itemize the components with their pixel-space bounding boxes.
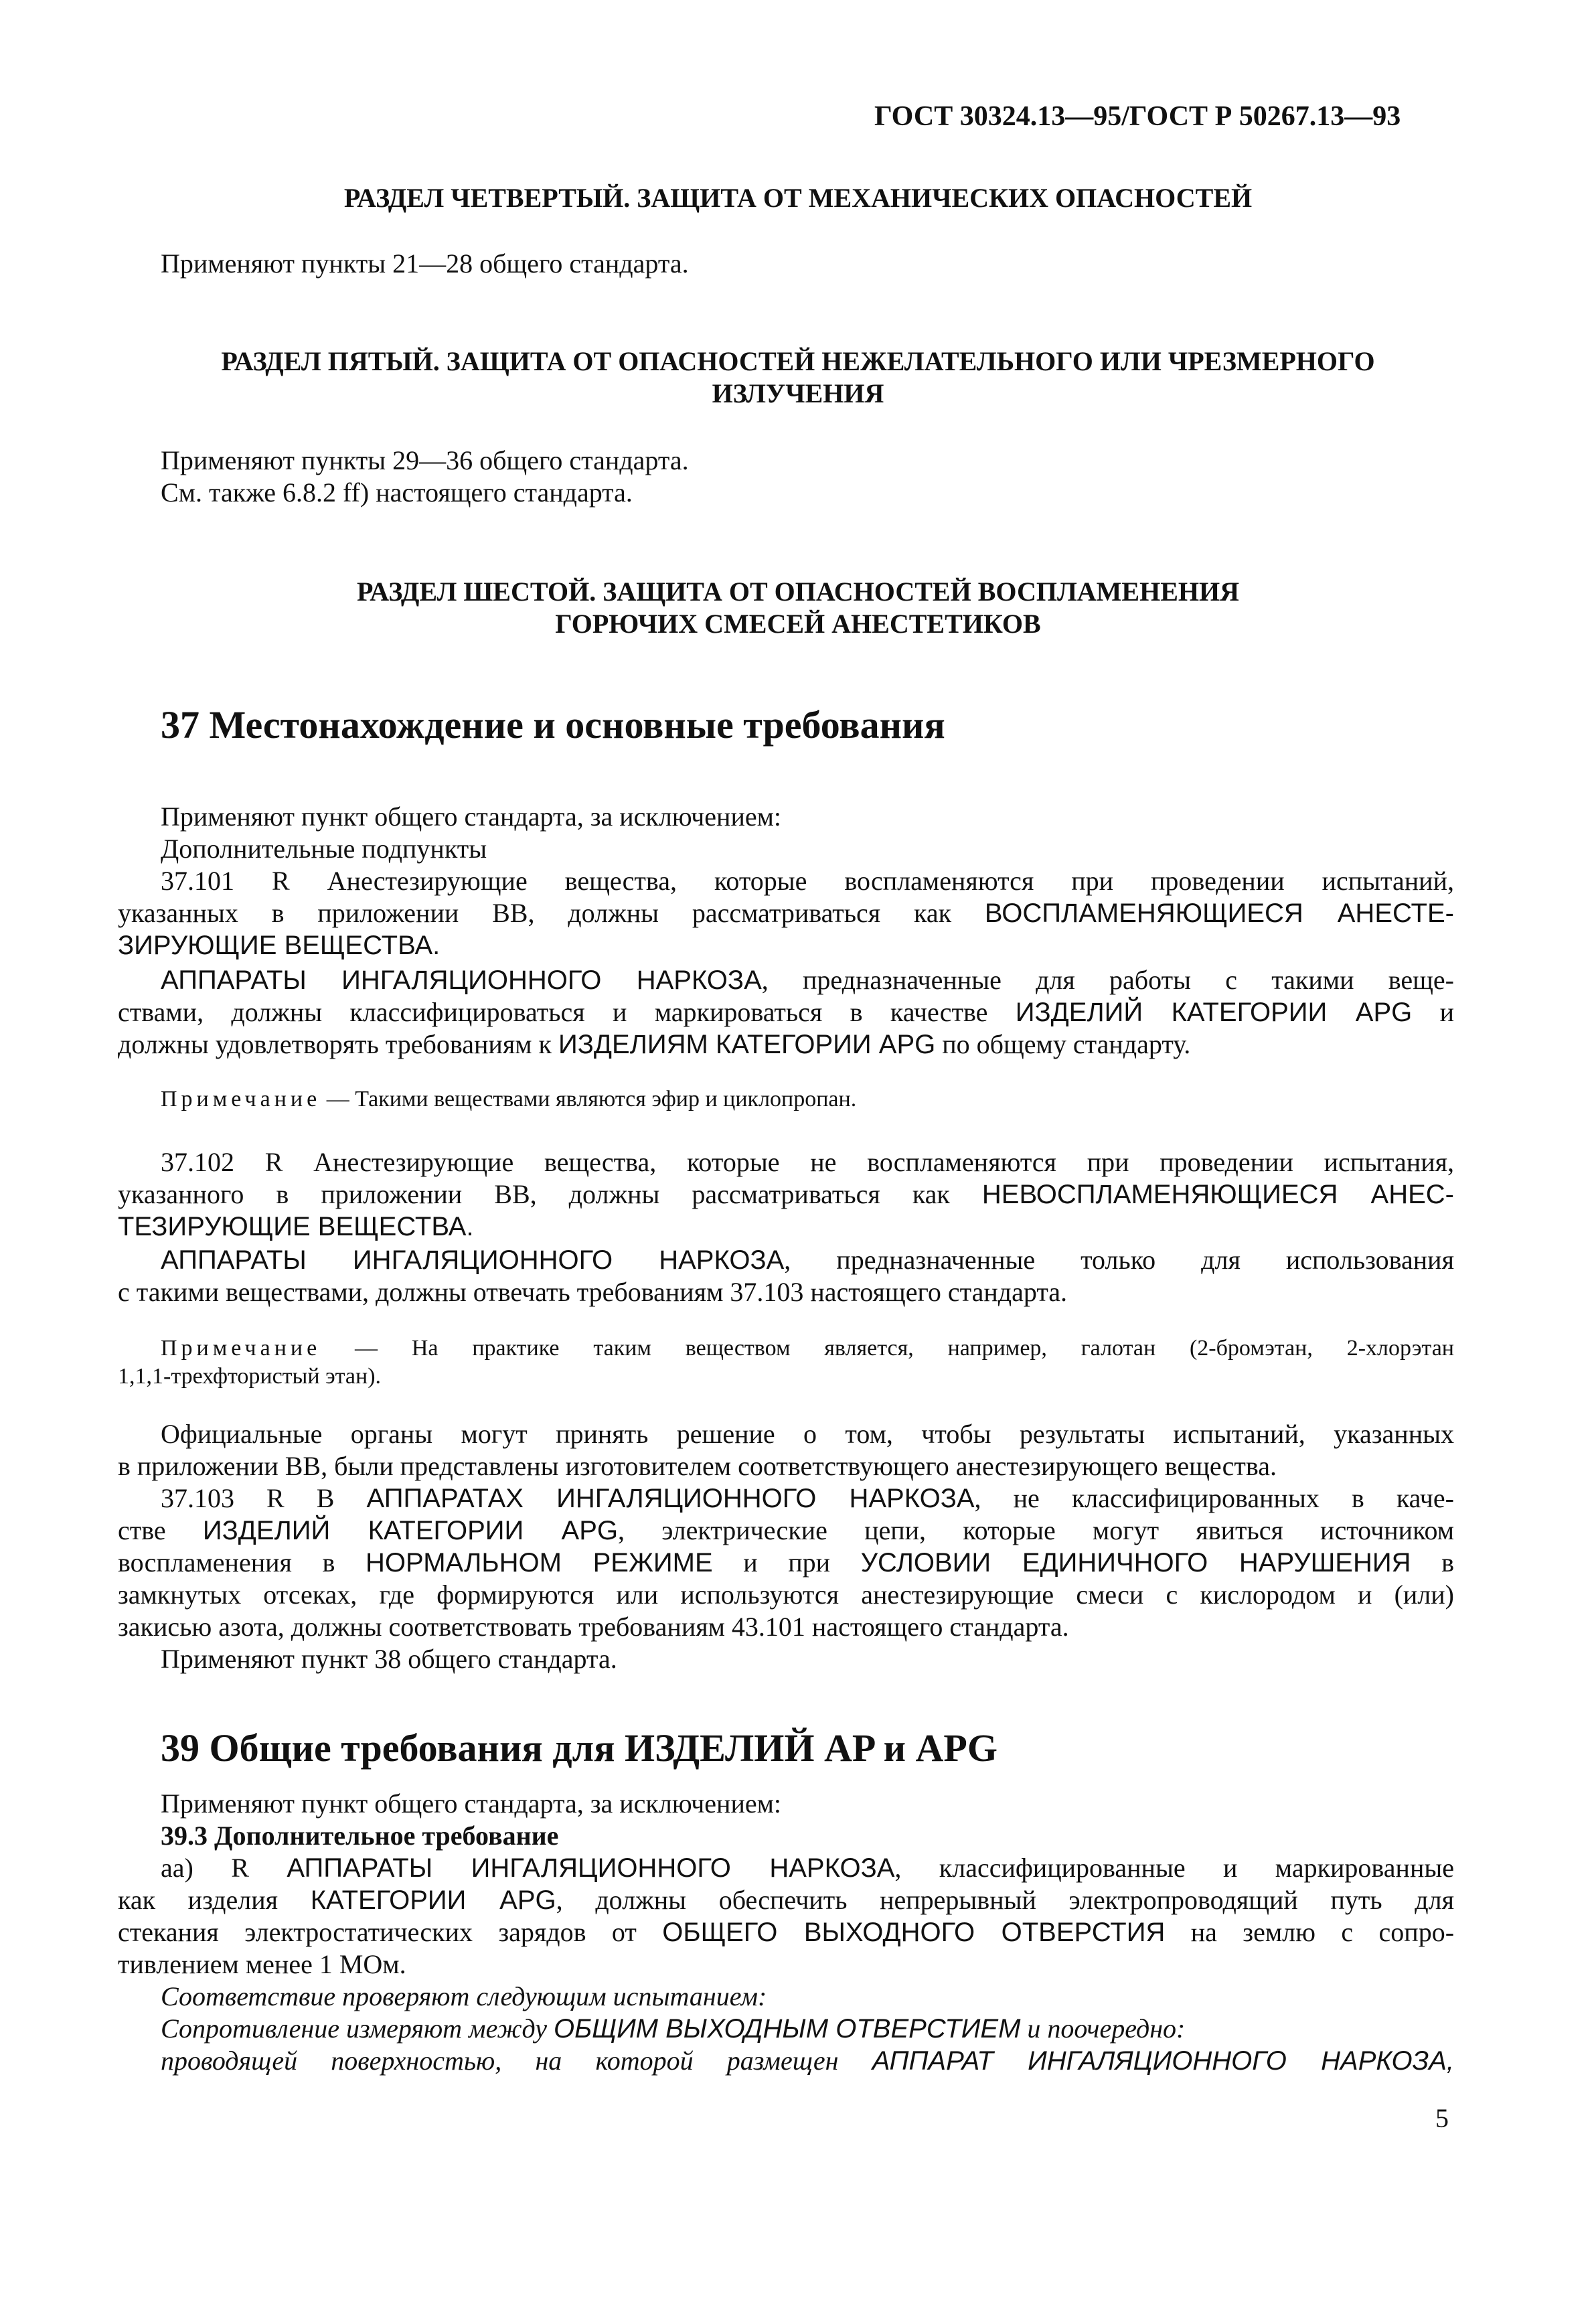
section5-text2: См. также 6.8.2 ff) настоящего стандарта. (161, 477, 633, 508)
p103-term3: НОРМАЛЬНОМ РЕЖИМЕ (365, 1548, 713, 1578)
measure-text1: Сопротивление измеряют между (161, 2013, 554, 2044)
p101b-line2 (118, 996, 1454, 1028)
aa-text2: , классифицированные и маркированные (894, 1853, 1454, 1883)
measure-text3: проводящей поверхностью, на которой размещен (161, 2046, 872, 2076)
aa-term2: КАТЕГОРИИ APG (310, 1886, 556, 1915)
note1 (161, 1083, 856, 1116)
p101b-text4: должны удовлетворять требованиям к (118, 1029, 558, 1059)
clause37-sub: Дополнительные подпункты (161, 834, 487, 864)
p102-line2 (118, 1178, 1454, 1211)
section4-title: РАЗДЕЛ ЧЕТВЕРТЫЙ. ЗАЩИТА ОТ МЕХАНИЧЕСКИХ ОПАСНОСТЕЙ (343, 183, 1253, 213)
measure-term2: АППАРАТ ИНГАЛЯЦИОННОГО НАРКОЗА, (872, 2046, 1454, 2076)
note2-label: Примечание (161, 1336, 321, 1361)
p103-line2 (118, 1515, 1454, 1547)
p103-line3 (118, 1547, 1454, 1579)
p101-line2 (118, 897, 1454, 929)
aa-text3: как изделия (118, 1885, 311, 1915)
note1-text: — Такими веществами являются эфир и циклопропан. (321, 1087, 857, 1111)
p103-text4: , электрические цепи, которые могут явиться источником (618, 1515, 1454, 1545)
p102b-line1 (161, 1244, 1454, 1276)
p102-line2-text: указанного в приложении ВВ, должны рассматриваться как (118, 1179, 982, 1209)
p101b-term1: АППАРАТЫ ИНГАЛЯЦИОННОГО НАРКОЗА (161, 966, 762, 995)
p102b-term: АППАРАТЫ ИНГАЛЯЦИОННОГО НАРКОЗА (161, 1245, 785, 1275)
p101-line1: 37.101 R Анестезирующие вещества, которые воспламеняются при проведении испытаний, (161, 866, 1454, 896)
aa-line1 (161, 1852, 1454, 1884)
p101b-text1: , предназначенные для работы с такими веще- (761, 965, 1454, 995)
aa-term1: АППАРАТЫ ИНГАЛЯЦИОННОГО НАРКОЗА (287, 1853, 895, 1883)
p103-term2: ИЗДЕЛИЙ КАТЕГОРИИ APG (202, 1516, 619, 1545)
section6-title-line2: ГОРЮЧИХ СМЕСЕЙ АНЕСТЕТИКОВ (555, 609, 1041, 639)
aa-line2 (118, 1884, 1454, 1916)
clause37-heading: 37 Местонахождение и основные требования (161, 703, 945, 747)
aa-text4: , должны обеспечить непрерывный электропроводящий путь для (556, 1885, 1454, 1915)
aa-text5: стекания электростатических зарядов от (118, 1917, 663, 1947)
p102-line3: ТЕЗИРУЮЩИЕ ВЕЩЕСТВА. (118, 1212, 474, 1241)
clause39-sub: 39.3 Дополнительное требование (161, 1821, 559, 1851)
measure-line1 (161, 2013, 1185, 2045)
p101b-text5: по общему стандарту. (935, 1029, 1191, 1059)
p103-text7: в (1411, 1547, 1454, 1578)
p101-line2-text: указанных в приложении ВВ, должны рассматриваться как (118, 898, 985, 928)
aa-line3 (118, 1916, 1454, 1948)
clause39-heading: 39 Общие требования для ИЗДЕЛИЙ AP и APG (161, 1726, 998, 1770)
p101-line3: ЗИРУЮЩИЕ ВЕЩЕСТВА. (118, 931, 441, 960)
p103-text1: 37.103 R В (161, 1483, 367, 1513)
page-number: 5 (1435, 2103, 1449, 2133)
p101b-line1 (161, 964, 1454, 996)
p101b-term2: ИЗДЕЛИЙ КАТЕГОРИИ APG (1015, 998, 1413, 1027)
p101b-line3 (118, 1028, 1190, 1061)
clause37-intro: Применяют пункт общего стандарта, за исключением: (161, 801, 782, 832)
p101b-term3: ИЗДЕЛИЯМ КАТЕГОРИИ APG (558, 1030, 936, 1059)
aa-text6: на землю с сопро- (1165, 1917, 1454, 1947)
section5-title-line2: ИЗЛУЧЕНИЯ (712, 378, 884, 408)
note2-text: — На практике таким веществом является, например, галотан (2-бромэтан, 2-хлорэтан (321, 1336, 1454, 1361)
measure-text2: и поочередно: (1020, 2013, 1186, 2044)
p103-text6: и при (712, 1547, 861, 1578)
p103-line1 (161, 1482, 1454, 1515)
section4-text: Применяют пункты 21—28 общего стандарта. (161, 248, 689, 279)
aa-text1: aa) R (161, 1853, 287, 1883)
p102-line1: 37.102 R Анестезирующие вещества, которые не воспламеняются при проведении испытания, (161, 1147, 1454, 1177)
measure-term1: ОБЩИМ ВЫХОДНЫМ ОТВЕРСТИЕМ (554, 2014, 1021, 2044)
section5-title-line1: РАЗДЕЛ ПЯТЫЙ. ЗАЩИТА ОТ ОПАСНОСТЕЙ НЕЖЕЛАТЕЛЬНОГО ИЛИ ЧРЕЗМЕРНОГО (221, 346, 1375, 376)
note2-line2: 1,1,1-трехфтористый этан). (118, 1364, 382, 1389)
note2-line1 (161, 1332, 1454, 1365)
section6-title-line1: РАЗДЕЛ ШЕСТОЙ. ЗАЩИТА ОТ ОПАСНОСТЕЙ ВОСПЛАМЕНЕНИЯ (356, 576, 1240, 607)
check-text: Соответствие проверяют следующим испытанием: (161, 1981, 767, 2011)
p101b-text2: ствами, должны классифицироваться и маркироваться в качестве (118, 997, 1016, 1027)
p101b-text3: и (1412, 997, 1454, 1027)
p103-line5: закисью азота, должны соответствовать требованиям 43.101 настоящего стандарта. (118, 1612, 1069, 1642)
p103-term1: АППАРАТАХ ИНГАЛЯЦИОННОГО НАРКОЗА (366, 1484, 975, 1513)
p101-term: ВОСПЛАМЕНЯЮЩИЕСЯ АНЕСТЕ- (984, 899, 1454, 928)
note1-label: Примечание (161, 1087, 321, 1111)
p102b-text1: , предназначенные только для использования (784, 1245, 1454, 1275)
p103-line4: замкнутых отсеках, где формируются или используются анестезирующие смеси с кислородом и (или) (118, 1580, 1454, 1610)
section5-text1: Применяют пункты 29—36 общего стандарта. (161, 445, 689, 475)
aa-term3: ОБЩЕГО ВЫХОДНОГО ОТВЕРСТИЯ (662, 1918, 1166, 1947)
p103-text2: , не классифицированных в каче- (974, 1483, 1454, 1513)
measure-line2 (161, 2045, 1454, 2077)
official-line1: Официальные органы могут принять решение о том, чтобы результаты испытаний, указанных (161, 1419, 1454, 1449)
p38-text: Применяют пункт 38 общего стандарта. (161, 1644, 617, 1674)
p102b-line2: с такими веществами, должны отвечать требованиям 37.103 настоящего стандарта. (118, 1277, 1068, 1307)
p102-term: НЕВОСПЛАМЕНЯЮЩИЕСЯ АНЕС- (981, 1180, 1454, 1209)
clause39-intro: Применяют пункт общего стандарта, за исключением: (161, 1788, 782, 1819)
standard-code-header: ГОСТ 30324.13—95/ГОСТ Р 50267.13—93 (874, 101, 1401, 132)
p103-text3: стве (118, 1515, 203, 1545)
aa-line4: тивлением менее 1 МОм. (118, 1949, 406, 1979)
official-line2: в приложении ВВ, были представлены изготовителем соответствующего анестезирующего вещества. (118, 1451, 1277, 1481)
p103-term4: УСЛОВИИ ЕДИНИЧНОГО НАРУШЕНИЯ (860, 1548, 1411, 1578)
p103-text5: воспламенения в (118, 1547, 366, 1578)
